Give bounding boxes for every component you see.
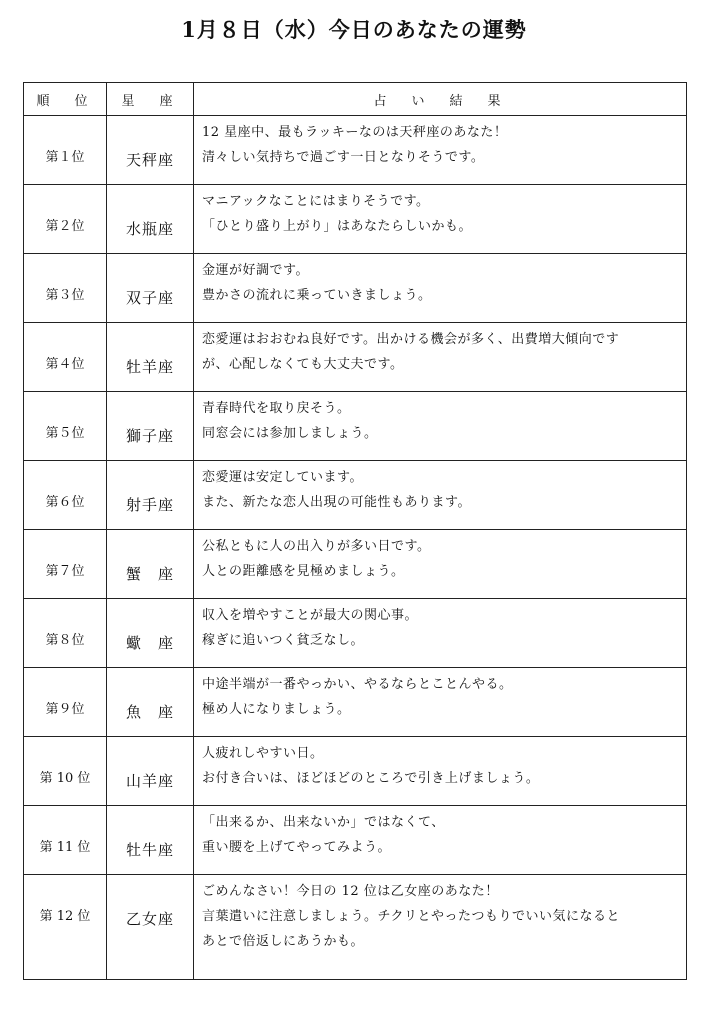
table-body — [24, 116, 687, 980]
zodiac-sign-label: 牡羊座 — [125, 358, 174, 376]
zodiac-sign-label: 天秤座 — [125, 151, 174, 169]
fortune-result-cell — [194, 323, 687, 392]
rank-label: 第 10 位 — [39, 771, 91, 786]
fortune-text — [194, 875, 686, 954]
fortune-result-cell — [194, 875, 687, 980]
rank-cell — [24, 185, 107, 254]
table-row — [24, 875, 687, 980]
fortune-result-cell — [194, 599, 687, 668]
zodiac-sign-label: 山羊座 — [125, 772, 174, 790]
page-title: 1月８日（水）今日のあなたの運勢 — [181, 17, 527, 42]
table-header — [24, 83, 687, 116]
rank-cell — [24, 599, 107, 668]
rank-cell — [24, 806, 107, 875]
fortune-result-cell — [194, 530, 687, 599]
fortune-text — [194, 392, 686, 446]
header-sign: 星 座 — [107, 83, 194, 116]
rank-label: 第７位 — [45, 564, 85, 579]
rank-cell — [24, 668, 107, 737]
fortune-line: 極め人になりましょう。 — [202, 702, 351, 717]
fortune-line: 中途半端が一番やっかい、やるならとことんやる。 — [202, 677, 513, 692]
sign-cell — [107, 668, 194, 737]
rank-cell — [24, 875, 107, 980]
rank-label: 第３位 — [45, 288, 85, 303]
rank-cell — [24, 116, 107, 185]
fortune-line: 同窓会には参加しましょう。 — [202, 426, 378, 441]
table-row — [24, 461, 687, 530]
fortune-line: 「出来るか、出来ないか」ではなくて、 — [202, 815, 445, 830]
sign-cell — [107, 116, 194, 185]
horoscope-ranking-table — [23, 82, 687, 980]
fortune-text — [194, 599, 686, 653]
table-row — [24, 599, 687, 668]
fortune-text — [194, 461, 686, 515]
fortune-text — [194, 737, 686, 791]
fortune-result-cell — [194, 737, 687, 806]
fortune-text — [194, 254, 686, 308]
fortune-text — [194, 668, 686, 722]
rank-cell — [24, 323, 107, 392]
fortune-result-cell — [194, 668, 687, 737]
zodiac-sign-label: 射手座 — [125, 496, 174, 514]
table-row — [24, 806, 687, 875]
fortune-text — [194, 530, 686, 584]
fortune-line: 重い腰を上げてやってみよう。 — [202, 840, 392, 855]
fortune-result-cell — [194, 185, 687, 254]
rank-cell — [24, 530, 107, 599]
zodiac-sign-label: 牡牛座 — [125, 841, 174, 859]
table-row — [24, 392, 687, 461]
fortune-line: 公私ともに人の出入りが多い日です。 — [202, 539, 431, 554]
zodiac-sign-label: 双子座 — [125, 289, 174, 307]
sign-cell — [107, 254, 194, 323]
fortune-result-cell — [194, 461, 687, 530]
sign-cell — [107, 323, 194, 392]
fortune-line: 人疲れしやすい日。 — [202, 746, 324, 761]
fortune-text — [194, 185, 686, 239]
fortune-result-cell — [194, 116, 687, 185]
fortune-line: お付き合いは、ほどほどのところで引き上げましょう。 — [202, 771, 540, 786]
fortune-text — [194, 323, 686, 377]
zodiac-sign-label: 魚 座 — [125, 703, 174, 721]
fortune-line: 清々しい気持ちで過ごす一日となりそうです。 — [202, 150, 485, 165]
table-row — [24, 668, 687, 737]
fortune-line: 青春時代を取り戻そう。 — [202, 401, 351, 416]
fortune-line: 言葉遣いに注意しましょう。チクリとやったつもりでいい気になると — [202, 909, 620, 924]
fortune-line: 「ひとり盛り上がり」はあなたらしいかも。 — [202, 219, 473, 234]
sign-cell — [107, 875, 194, 980]
fortune-text — [194, 116, 686, 170]
fortune-text — [194, 806, 686, 860]
table-row — [24, 530, 687, 599]
table-row — [24, 323, 687, 392]
rank-label: 第５位 — [45, 426, 85, 441]
header-row — [24, 83, 687, 116]
fortune-line: が、心配しなくても大丈夫です。 — [202, 357, 404, 372]
rank-cell — [24, 392, 107, 461]
fortune-line: マニアックなことにはまりそうです。 — [202, 194, 430, 209]
zodiac-sign-label: 水瓶座 — [125, 220, 174, 238]
rank-cell — [24, 737, 107, 806]
fortune-line: 稼ぎに追いつく貧乏なし。 — [202, 633, 365, 648]
fortune-line: 収入を増やすことが最大の関心事。 — [202, 608, 419, 623]
fortune-line: あとで倍返しにあうかも。 — [202, 934, 365, 949]
zodiac-sign-label: 蟹 座 — [125, 565, 174, 583]
rank-cell — [24, 254, 107, 323]
fortune-line: 金運が好調です。 — [202, 263, 309, 278]
table-row — [24, 737, 687, 806]
rank-label: 第 12 位 — [39, 909, 91, 924]
fortune-line: ごめんなさい！今日の 12 位は乙女座のあなた！ — [202, 884, 499, 899]
sign-cell — [107, 461, 194, 530]
fortune-line: 人との距離感を見極めましょう。 — [202, 564, 405, 579]
zodiac-sign-label: 獅子座 — [125, 427, 174, 445]
rank-label: 第８位 — [45, 633, 85, 648]
fortune-result-cell — [194, 806, 687, 875]
sign-cell — [107, 806, 194, 875]
header-rank: 順 位 — [24, 83, 107, 116]
sign-cell — [107, 530, 194, 599]
fortune-line: 12 星座中、最もラッキーなのは天秤座のあなた！ — [202, 125, 508, 140]
rank-cell — [24, 461, 107, 530]
table-row — [24, 116, 687, 185]
table-row — [24, 254, 687, 323]
fortune-line: 恋愛運はおおむね良好です。出かける機会が多く、出費増大傾向です — [202, 332, 620, 347]
fortune-result-cell — [194, 392, 687, 461]
sign-cell — [107, 599, 194, 668]
fortune-result-cell — [194, 254, 687, 323]
zodiac-sign-label: 蠍 座 — [125, 634, 174, 652]
rank-label: 第２位 — [45, 219, 85, 234]
sign-cell — [107, 185, 194, 254]
rank-label: 第 11 位 — [39, 840, 91, 855]
zodiac-sign-label: 乙女座 — [125, 910, 174, 928]
rank-label: 第６位 — [45, 495, 85, 510]
fortune-line: 豊かさの流れに乗っていきましょう。 — [202, 288, 432, 303]
rank-label: 第４位 — [45, 357, 85, 372]
rank-label: 第９位 — [45, 702, 85, 717]
rank-label: 第１位 — [45, 150, 85, 165]
header-result: 占 い 結 果 — [194, 83, 687, 116]
sign-cell — [107, 392, 194, 461]
fortune-line: また、新たな恋人出現の可能性もあります。 — [202, 495, 471, 510]
table-row — [24, 185, 687, 254]
fortune-line: 恋愛運は安定しています。 — [202, 470, 363, 485]
sign-cell — [107, 737, 194, 806]
